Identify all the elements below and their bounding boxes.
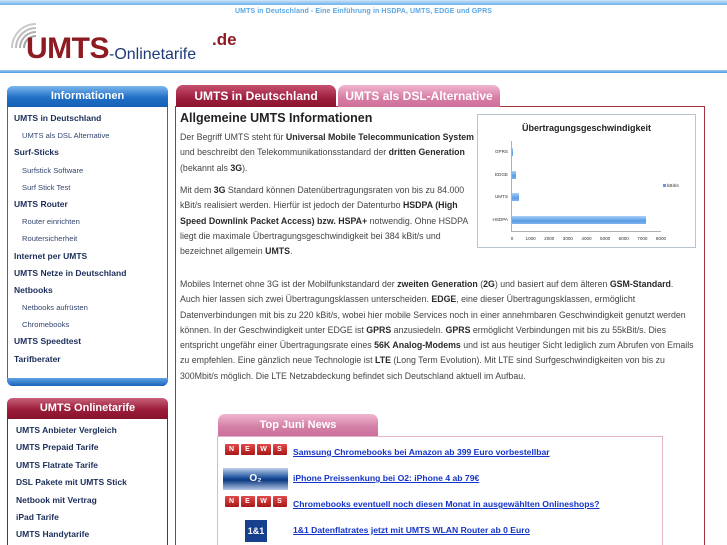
sidebar-item-surf-stick-test[interactable]: Surf Stick Test bbox=[22, 182, 71, 192]
logo-suffix-text: -Onlinetarife bbox=[109, 46, 197, 63]
chart-x-tick: 0 bbox=[510, 236, 514, 241]
site-logo[interactable] bbox=[4, 18, 254, 68]
sidebar-item-tarifberater[interactable]: Tarifberater bbox=[14, 353, 61, 364]
sidebar-item-umts-router[interactable]: UMTS Router bbox=[14, 198, 68, 209]
sidebar-item-anbieter-vergleich[interactable]: UMTS Anbieter Vergleich bbox=[16, 425, 117, 435]
tab-umts-in-deutschland[interactable]: UMTS in Deutschland bbox=[176, 85, 336, 107]
sidebar-item-ipad-tarife[interactable]: iPad Tarife bbox=[16, 511, 59, 522]
logo-umts-text: UMTS bbox=[26, 32, 109, 65]
legend-label: kBit/s bbox=[667, 184, 679, 189]
sidebar-item-chromebooks[interactable]: Chromebooks bbox=[22, 320, 70, 330]
news-link[interactable]: Chromebooks eventuell noch diesen Monat in ausgewählten Onlineshops? bbox=[293, 499, 600, 509]
chart-legend bbox=[663, 184, 679, 189]
sidebar-info-bottom-cap bbox=[7, 378, 168, 386]
sidebar-tariffs-title: UMTS Onlinetarife bbox=[7, 398, 168, 419]
sidebar-item-routersicherheit[interactable]: Routersicherheit bbox=[22, 234, 78, 244]
sidebar-item-umts-netze[interactable]: UMTS Netze in Deutschland bbox=[14, 267, 127, 278]
sidebar-item-netbook-mit-vertrag[interactable]: Netbook mit Vertrag bbox=[16, 494, 97, 505]
legend-swatch-icon bbox=[663, 184, 666, 187]
chart-category-label: HSDPA bbox=[492, 216, 508, 222]
news-item bbox=[223, 468, 653, 492]
news-item bbox=[223, 442, 653, 466]
sidebar-item-umts-in-deutschland[interactable]: UMTS in Deutschland bbox=[14, 113, 102, 123]
sidebar-item-handytarife[interactable]: UMTS Handytarife bbox=[16, 529, 90, 540]
chart-x-tick: 4000 bbox=[581, 236, 592, 241]
chart-x-tick: 3000 bbox=[562, 236, 573, 241]
sidebar-info-list bbox=[8, 107, 167, 368]
chart-bar bbox=[512, 171, 516, 179]
sidebar-item-internet-per-umts[interactable]: Internet per UMTS bbox=[14, 250, 88, 261]
sidebar-item-dsl-pakete[interactable]: DSL Pakete mit UMTS Stick bbox=[16, 477, 127, 488]
1und1-logo-container[interactable] bbox=[223, 520, 288, 542]
news-link[interactable]: Samsung Chromebooks bei Amazon ab 399 Euro vorbestellbar bbox=[293, 447, 550, 457]
news-item bbox=[223, 520, 653, 544]
news-icon[interactable]: N E W S bbox=[223, 494, 288, 516]
sidebar-item-netbooks-aufruesten[interactable]: Netbooks aufrüsten bbox=[22, 303, 88, 313]
sidebar-tariffs-box bbox=[7, 398, 168, 545]
top-accent-bar bbox=[0, 0, 727, 5]
sidebar-item-flatrate-tarife[interactable]: UMTS Flatrate Tarife bbox=[16, 459, 99, 470]
page-title: Allgemeine UMTS Informationen bbox=[180, 111, 373, 125]
sidebar-item-router-einrichten[interactable]: Router einrichten bbox=[22, 217, 80, 227]
chart-x-axis bbox=[511, 231, 661, 232]
o2-logo-icon[interactable]: O₂ bbox=[223, 468, 288, 490]
chart-title: Übertragungsgeschwindigkeit bbox=[521, 123, 652, 133]
chart-x-tick: 1000 bbox=[525, 236, 536, 241]
sidebar-item-umts-als-dsl-alternative[interactable]: UMTS als DSL Alternative bbox=[22, 131, 110, 141]
chart-bar bbox=[512, 193, 519, 201]
chart-bar bbox=[512, 216, 646, 224]
sidebar-item-umts-speedtest[interactable]: UMTS Speedtest bbox=[14, 336, 82, 347]
sidebar-item-surf-sticks[interactable]: Surf-Sticks bbox=[14, 147, 59, 158]
logo-tld-text: .de bbox=[212, 30, 237, 49]
news-link[interactable]: iPhone Preissenkung bei O2: iPhone 4 ab 79€ bbox=[293, 473, 480, 483]
1und1-logo-icon: 1&1 bbox=[245, 520, 267, 542]
tab-umts-als-dsl-alternative[interactable]: UMTS als DSL-Alternative bbox=[338, 85, 500, 107]
3g-paragraph: Mit dem 3G Standard können Datenübertragungsraten von bis zu 84.000 kBit/s realisiert werden. Hierfür ist jedoch der Datenturbo HSDPA (High Speed Downlink Packet Access) bzw. HSPA+ notwendig. Ohne HSDPA liegt die maximale Übertragungsgeschwindigkeit bei 384 kBit/s und bezeichnet allgemein UMTS. bbox=[180, 185, 468, 257]
news-title: Top Juni News bbox=[218, 414, 378, 436]
chart-x-tick: 7000 bbox=[637, 236, 648, 241]
2g-lte-paragraph: Mobiles Internet ohne 3G ist der Mobilfunkstandard der zweiten Generation (2G) und basiert auf dem älteren GSM-Standard. Auch hier lassen sich zwei Übertragungsklassen unterscheiden. EDGE, eine dieser Übertragungsklassen, ermöglicht Datenverbindungen mit bis zu 220 kBit/s, wobei hier mobile Services noch in einer annehmbaren Geschwindigkeit genutzt werden können. In der Geschwindigkeit unter EDGE ist GPRS anzusiedeln. GPRS ermöglicht Verbindungen mit bis zu 55kBit/s. Dies entspricht ungefähr einer Übertragungsrate eines 56K Analog-Modems und ist aus heutiger Sicht lediglich zum Abrufen von Emails zu empfehlen. Eine gänzlich neue Technologie ist LTE (Long Term Evolution). Mit LTE sind Surfgeschwindigkeiten von bis zu 300Mbit/s möglich. Die LTE Netzabdeckung befindet sich Deutschland aktuell im Aufbau. bbox=[180, 279, 694, 381]
chart-bar bbox=[512, 148, 513, 156]
news-icon[interactable]: N E W S bbox=[223, 442, 288, 464]
sidebar-item-surfstick-software[interactable]: Surfstick Software bbox=[22, 165, 84, 175]
sidebar-tariffs-list bbox=[8, 419, 167, 544]
chart-category-label: GPRS bbox=[494, 149, 508, 155]
sidebar-item-netbooks[interactable]: Netbooks bbox=[14, 284, 53, 295]
sidebar-item-prepaid-tarife[interactable]: UMTS Prepaid Tarife bbox=[16, 442, 99, 453]
chart-category-label: UMTS bbox=[494, 194, 508, 200]
chart-x-tick: 5000 bbox=[600, 236, 611, 241]
intro-paragraph: Der Begriff UMTS steht für Universal Mobile Telecommunication System und beschreibt den Telekommunikationsstandard der dritten Generation (bekannt als 3G). bbox=[180, 132, 474, 173]
sidebar-info-box bbox=[7, 86, 168, 386]
sidebar-info-title: Informationen bbox=[7, 86, 168, 107]
chart-x-tick: 6000 bbox=[618, 236, 629, 241]
chart-category-label: EDGE bbox=[494, 171, 508, 177]
news-link[interactable]: 1&1 Datenflatrates jetzt mit UMTS WLAN Router ab 0 Euro bbox=[293, 525, 530, 535]
speed-chart bbox=[477, 114, 696, 248]
news-item bbox=[223, 494, 653, 518]
chart-x-tick: 2000 bbox=[544, 236, 555, 241]
chart-x-tick: 8000 bbox=[655, 236, 667, 241]
header-divider bbox=[0, 70, 727, 73]
site-tagline: UMTS in Deutschland - Eine Einführung in HSDPA, UMTS, EDGE und GPRS bbox=[234, 8, 493, 15]
